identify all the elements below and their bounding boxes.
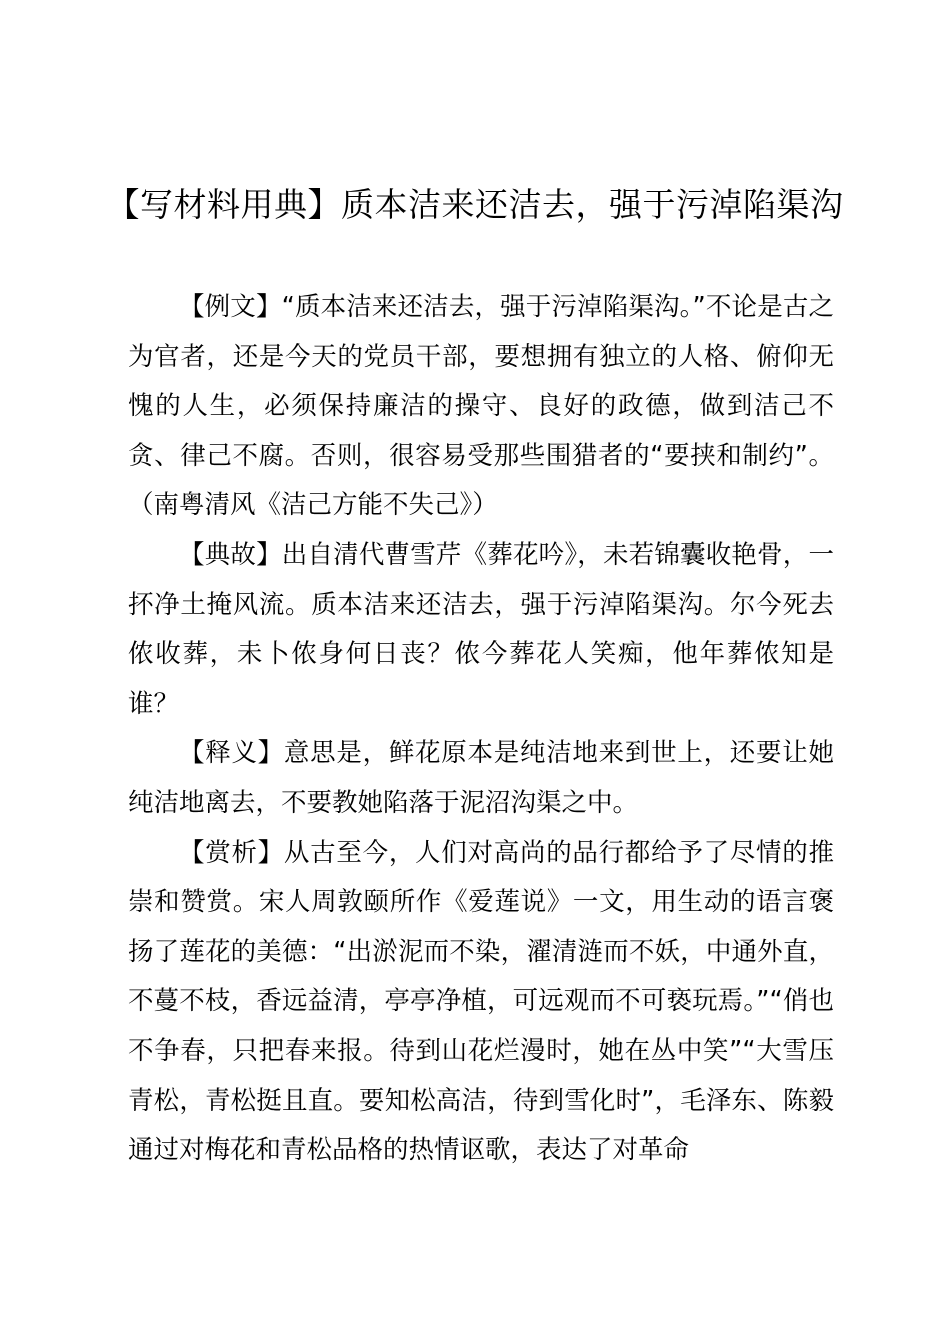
document-title: 【写材料用典】质本洁来还洁去，强于污淖陷渠沟: [106, 185, 844, 224]
document-body: [128, 283, 834, 1176]
paragraph-allusion: 【典故】出自清代曹雪芹《葬花吟》，未若锦囊收艳骨，一抔净土掩风流。质本洁来还洁去，强于污淖陷渠沟。尔今死去侬收葬，未卜侬身何日丧？侬今葬花人笑痴，他年葬侬知是谁？: [128, 539, 834, 719]
paragraph-meaning: 【释义】意思是，鲜花原本是纯洁地来到世上，还要让她纯洁地离去，不要教她陷落于泥沼沟渠之中。: [128, 738, 834, 818]
paragraph-example: 【例文】“质本洁来还洁去，强于污淖陷渠沟。”不论是古之为官者，还是今天的党员干部，要想拥有独立的人格、俯仰无愧的人生，必须保持廉洁的操守、良好的政德，做到洁己不贪、律己不腐。否则，很容易受那些围猎者的“要挟和制约”。（南粤清风《洁己方能不失己》）: [128, 292, 834, 521]
paragraph-appreciation: 【赏析】从古至今，人们对高尚的品行都给予了尽情的推崇和赞赏。宋人周敦颐所作《爱莲说》一文，用生动的语言褒扬了莲花的美德：“出淤泥而不染，濯清涟而不妖，中通外直，不蔓不枝，香远益清，亭亭净植，可远观而不可亵玩焉。”“俏也不争春，只把春来报。待到山花烂漫时，她在丛中笑”“大雪压青松，青松挺且直。要知松高洁，待到雪化时”，毛泽东、陈毅通过对梅花和青松品格的热情讴歌，表达了对革命: [128, 837, 834, 1166]
